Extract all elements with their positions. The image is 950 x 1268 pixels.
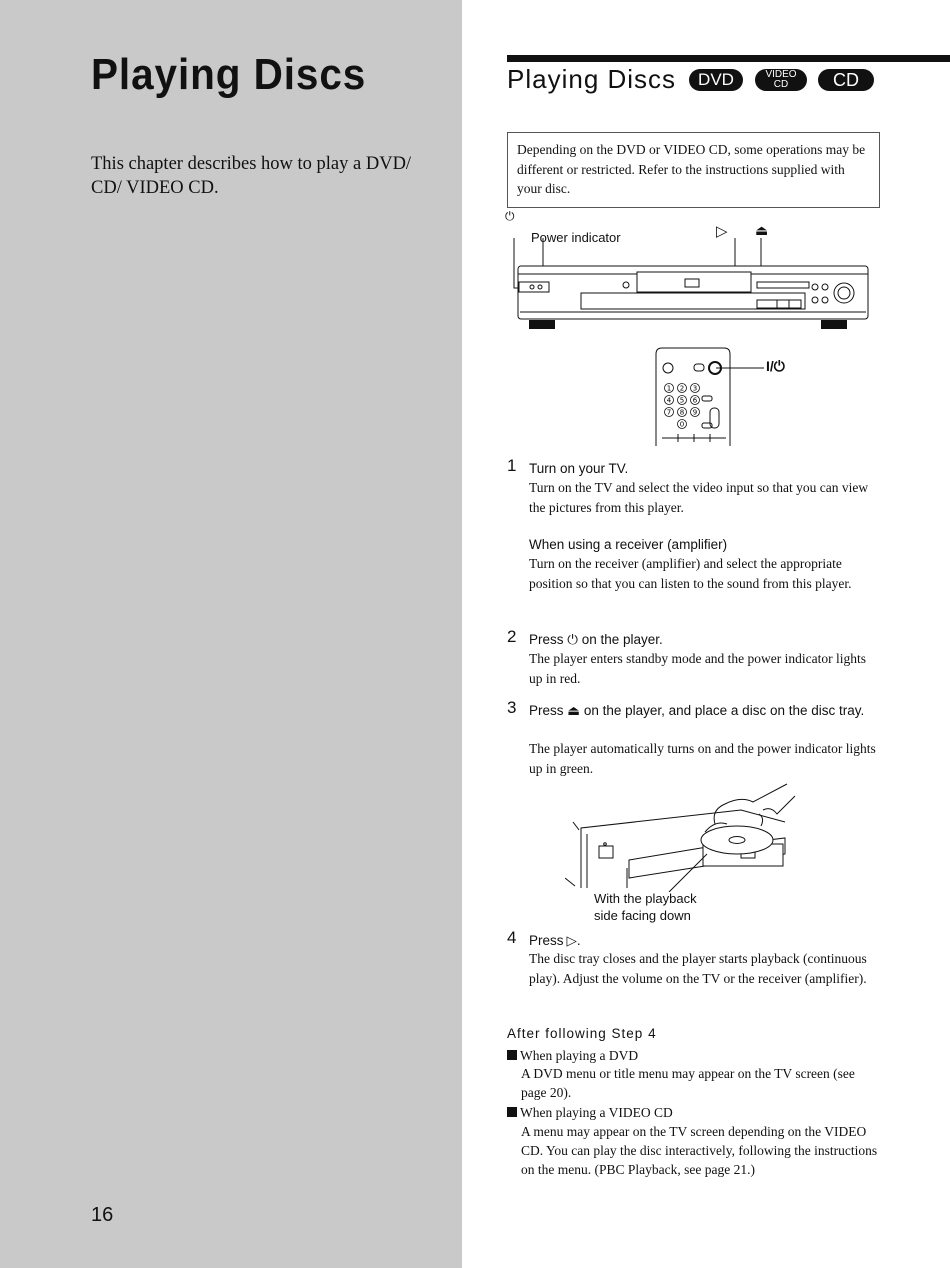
remote-key-3: 3 xyxy=(692,384,698,393)
step-4-heading-pre: Press xyxy=(529,933,564,948)
step-3-heading-post: on the player, and place a disc on the disc tray. xyxy=(583,703,865,718)
disc-caption-line-1: With the playback xyxy=(594,891,697,906)
disc-caption xyxy=(594,890,697,924)
vcd-bullet-body: A menu may appear on the TV screen depending on the VIDEO CD. You can play the disc interactively, following the instructions on the menu. (PBC Playback, see page 21.) xyxy=(521,1124,878,1178)
vcd-bullet-heading-text: When playing a VIDEO CD xyxy=(520,1105,673,1120)
step-1-number: 1 xyxy=(507,456,517,475)
square-bullet-icon xyxy=(507,1107,517,1117)
remote-control-illustration xyxy=(654,346,769,446)
eject-symbol-label: ⏏ xyxy=(755,222,769,238)
step-4-heading-post: . xyxy=(576,933,581,948)
disc-caption-line-2: side facing down xyxy=(594,908,691,923)
square-bullet-icon xyxy=(507,1050,517,1060)
receiver-subheading: When using a receiver (amplifier) xyxy=(529,537,728,552)
step-2-body: The player enters standby mode and the power indicator lights up in red. xyxy=(529,651,867,686)
step-3-heading xyxy=(529,701,879,720)
step-2-heading-pre: Press xyxy=(529,632,564,647)
step-4-number: 4 xyxy=(507,928,517,947)
chapter-title: Playing Discs xyxy=(91,50,367,99)
step-1-heading: Turn on your TV. xyxy=(529,461,629,476)
cd-badge: CD xyxy=(818,69,874,91)
step-1-body: Turn on the TV and select the video input so that you can view the pictures from this player. xyxy=(529,480,869,515)
step-4-heading xyxy=(529,931,879,950)
step-3-body: The player automatically turns on and the power indicator lights up in green. xyxy=(529,741,876,776)
section-title: Playing Discs xyxy=(507,64,677,94)
step-2-number: 2 xyxy=(507,627,517,646)
receiver-body: Turn on the receiver (amplifier) and select the appropriate position so that you can listen to the sound from this player. xyxy=(529,556,852,591)
dvd-player-illustration xyxy=(505,238,875,333)
dvd-bullet-body: A DVD menu or title menu may appear on the TV screen (see page 20). xyxy=(521,1066,855,1101)
play-icon: ▷ xyxy=(566,933,577,948)
disc-loading-illustration xyxy=(565,780,805,892)
video-cd-badge-bottom: CD xyxy=(773,79,789,90)
remote-key-0: 0 xyxy=(679,420,685,429)
remote-key-1: 1 xyxy=(666,384,672,393)
eject-icon: ⏏ xyxy=(567,703,581,718)
step-3-number: 3 xyxy=(507,698,517,717)
dvd-badge: DVD xyxy=(689,69,743,91)
step-2-heading-post: on the player. xyxy=(581,632,663,647)
power-symbol-label: ⏻ xyxy=(505,209,515,223)
step-3-heading-pre: Press xyxy=(529,703,564,718)
power-indicator-label: Power indicator xyxy=(531,230,621,245)
note-box: Depending on the DVD or VIDEO CD, some operations may be different or restricted. Refer to the instructions supplied with your disc. xyxy=(507,132,880,208)
step-2-heading xyxy=(529,630,879,649)
section-rule xyxy=(507,55,950,62)
chapter-description: This chapter describes how to play a DVD/ CD/ VIDEO CD. xyxy=(91,154,412,198)
dvd-bullet-heading-text: When playing a DVD xyxy=(520,1048,639,1063)
page-number: 16 xyxy=(91,1204,114,1226)
remote-key-4: 4 xyxy=(666,396,672,405)
play-symbol-label: ▷ xyxy=(716,223,728,240)
remote-key-6: 6 xyxy=(692,396,698,405)
remote-power-label: I/⏻ xyxy=(766,358,785,374)
vcd-bullet-heading xyxy=(507,1103,673,1122)
after-step-heading: After following Step 4 xyxy=(507,1026,657,1041)
video-cd-badge-top: VIDEO xyxy=(765,69,797,80)
remote-key-9: 9 xyxy=(692,408,698,417)
remote-key-8: 8 xyxy=(679,408,685,417)
remote-key-7: 7 xyxy=(666,408,672,417)
remote-key-5: 5 xyxy=(679,396,685,405)
dvd-bullet-heading xyxy=(507,1046,638,1065)
remote-key-2: 2 xyxy=(679,384,685,393)
video-cd-badge xyxy=(755,69,807,91)
power-icon: ⏻ xyxy=(567,632,578,647)
step-4-body: The disc tray closes and the player starts playback (continuous play). Adjust the volume on the TV or the receiver (amplifier). xyxy=(529,951,867,986)
